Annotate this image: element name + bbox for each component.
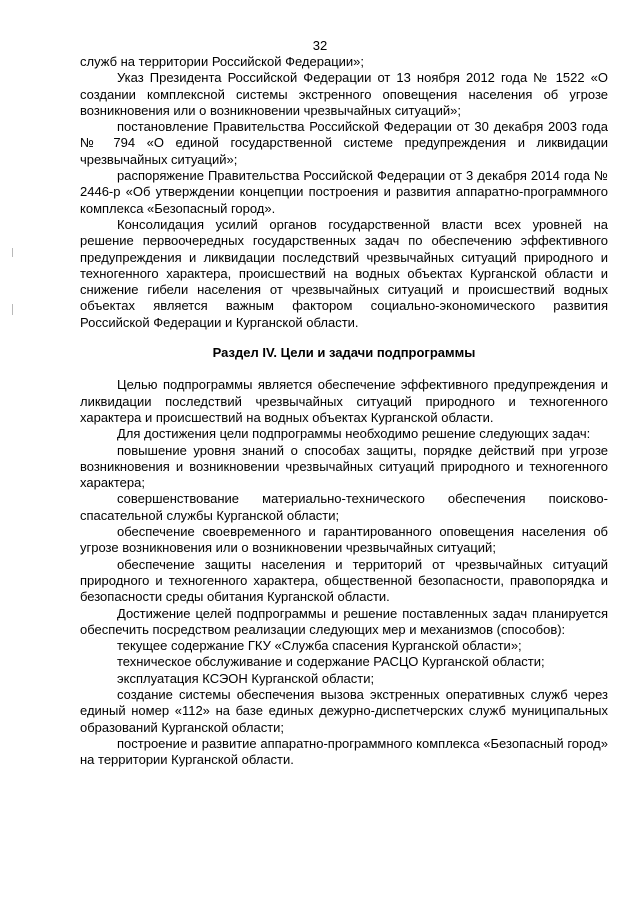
paragraph: Указ Президента Российской Федерации от 13 ноября 2012 года № 1522 «О создании комплексной системы экстренного оповещения населения об угрозе возникновения или о возникновении чрезвычайных ситуаций»; (80, 70, 608, 118)
list-item: совершенствование материально-технического обеспечения поисково-спасательной службы Курганской области; (80, 491, 608, 523)
list-item: текущее содержание ГКУ «Служба спасения Курганской области»; (117, 638, 522, 654)
list-item: создание системы обеспечения вызова экстренных оперативных служб через единый номер «112» на базе единых дежурно-диспетчерских служб муниципальных образований Курганской области; (80, 686, 608, 735)
list-item: повышение уровня знаний о способах защиты, порядке действий при угрозе возникновения и возникновении чрезвычайных ситуаций природного и техногенного характера; (80, 442, 608, 491)
list-item: техническое обслуживание и содержание РАСЦО Курганской области; (117, 654, 545, 670)
paragraph: Целью подпрограммы является обеспечение эффективного предупреждения и ликвидации последствий чрезвычайных ситуаций природного и техногенного характера и происшествий на водных объектах Курганской области. (80, 377, 608, 425)
paragraph: Консолидация усилий органов государственной власти всех уровней на решение первоочередных государственных задач по обеспечению эффективного предупреждения и ликвидации последствий чрезвычайных ситуаций природного и техногенного характера, происшествий на водных объектах Курганской области и снижение гибели населения от чрезвычайных ситуаций и происшествий водных объектах является важным фактором социально-экономического развития Российской Федерации и Курганской области. (80, 216, 608, 330)
paragraph: Достижение целей подпрограммы и решение поставленных задач планируется обеспечить посредством реализации следующих мер и механизмов (способов): (80, 605, 608, 637)
list-item: обеспечение защиты населения и территорий от чрезвычайных ситуаций природного и техногенного характера, общественной безопасности, правопорядка и безопасности среды обитания Курганской области. (80, 556, 608, 605)
list-item: построение и развитие аппаратно-программного комплекса «Безопасный город» на территории Курганской области. (80, 735, 608, 768)
paragraph: распоряжение Правительства Российской Федерации от 3 декабря 2014 года № 2446-р «Об утверждении концепции построения и развития аппаратно-программного комплекса «Безопасный город». (80, 168, 608, 216)
list-item: обеспечение своевременного и гарантированного оповещения населения об угрозе возникновения или о возникновении чрезвычайных ситуаций; (80, 524, 608, 556)
scan-margin-mark (12, 304, 13, 315)
list-item: эксплуатация КСЭОН Курганской области; (117, 670, 375, 686)
paragraph: Для достижения цели подпрограммы необходимо решение следующих задач: (117, 426, 591, 442)
page-number: 32 (312, 38, 328, 53)
paragraph: постановление Правительства Российской Федерации от 30 декабря 2003 года № 794 «О единой государственной системе предупреждения и ликвидации чрезвычайных ситуаций»; (80, 119, 608, 167)
document-body (80, 54, 608, 768)
section-heading: Раздел IV. Цели и задачи подпрограммы (212, 345, 476, 361)
paragraph: служб на территории Российской Федерации»; (80, 54, 365, 69)
scan-margin-mark (12, 248, 13, 257)
